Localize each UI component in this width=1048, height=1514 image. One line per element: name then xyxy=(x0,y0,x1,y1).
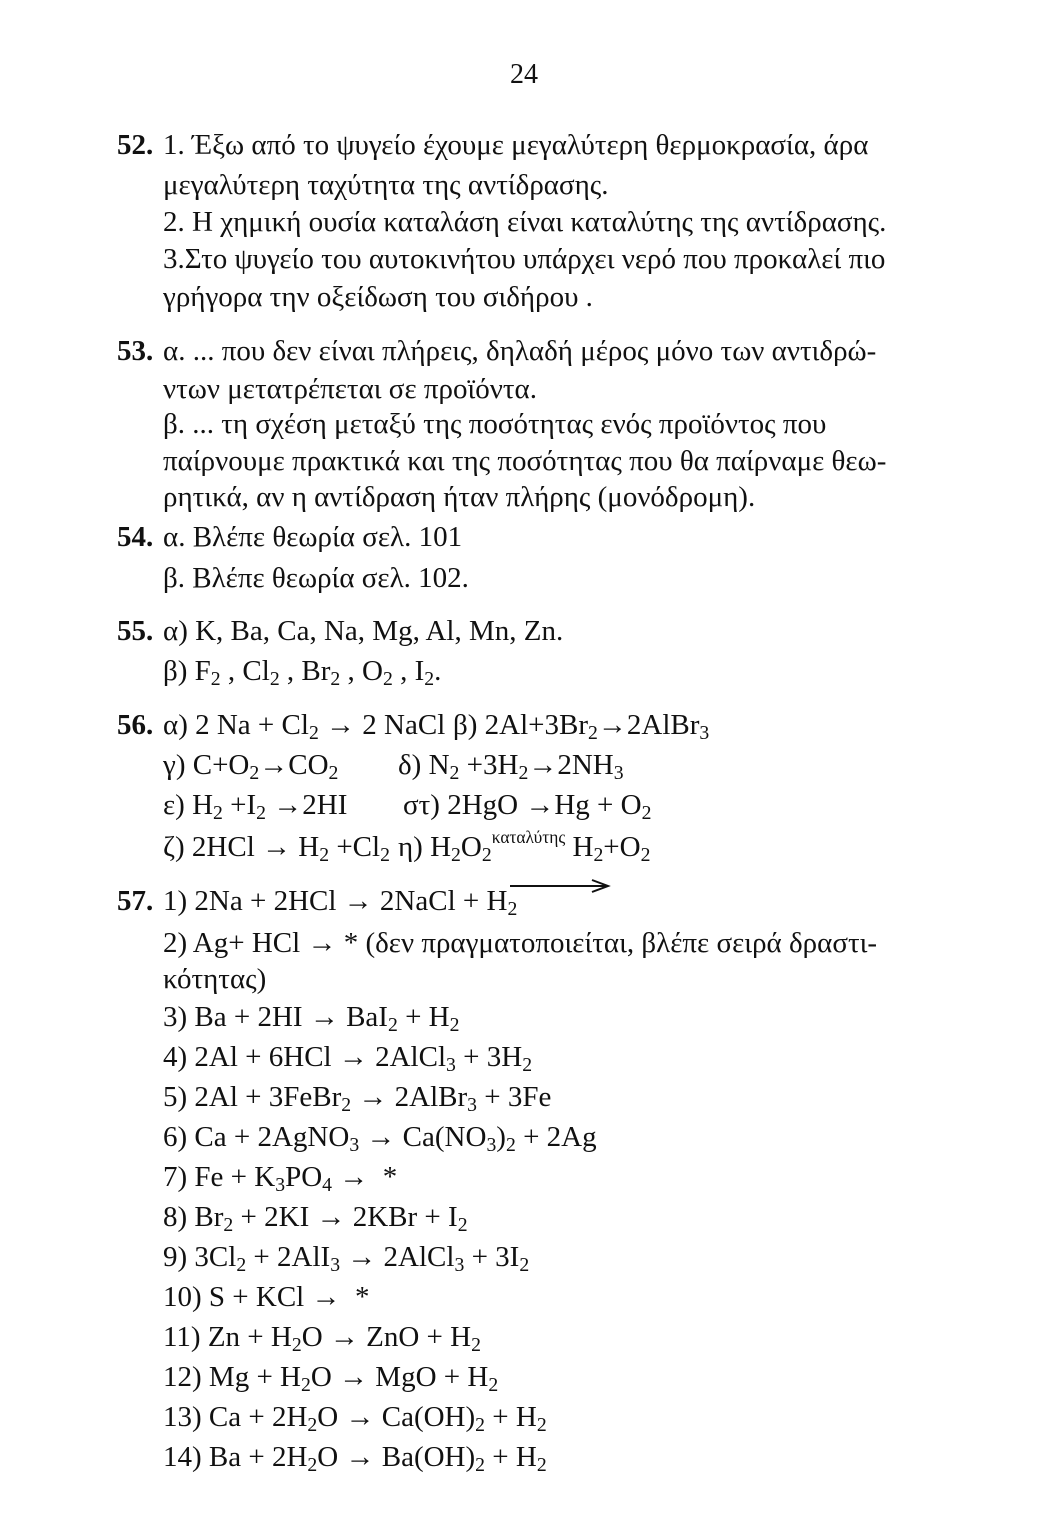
q56-number: 56. xyxy=(117,709,154,741)
q57-note-1: (δεν πραγματοποιείται, βλέπε σειρά δραστι- xyxy=(365,927,878,959)
q53-line-2: ντων μετατρέπεται σε προϊόντα. xyxy=(163,373,537,405)
q57-reaction-12: 12) $Mg + H_2O$ → MgO + $H_2$ xyxy=(163,1361,499,1396)
q57-reaction-6: 6) Ca + 2AgNO$_3$ → $Ca(NO_3)_2 + 2Ag$ xyxy=(163,1121,597,1156)
q56-reaction-g: ζ) $2HCl \to H_2 +Cl_2$ xyxy=(163,831,390,866)
q52-line-4: 3.Στο ψυγείο του αυτοκινήτου υπάρχει νερό που προκαλεί πιο xyxy=(163,243,886,275)
q53-line-3: β. ... τη σχέση μεταξύ της ποσότητας ενός προϊόντος που xyxy=(163,408,827,440)
q57-reaction-5: 5) 2Al + 3FeBr$_2$ → 2AlBr$_3$ + 3Fe xyxy=(163,1081,552,1116)
q56-reaction-e: ε) $H_2 +I_2 \to 2HI$ xyxy=(163,789,348,824)
page-number: 24 xyxy=(510,59,538,90)
q55-line-1 xyxy=(117,614,563,649)
q52-line-1 xyxy=(117,128,934,163)
q56-reaction-f: στ) $2HgO \to Hg + O_2$ xyxy=(403,789,652,824)
q56-reaction-d: δ) $N_2 +3H_2\to 2NH_3$ xyxy=(398,749,624,784)
q57-reaction-3: 3) $Ba + 2HI \to BaI_2 + H_2$ xyxy=(163,1001,460,1036)
q54-text-1: α. Βλέπε θεωρία σελ. 101 xyxy=(163,521,463,553)
catalyst-label: καταλύτης xyxy=(491,826,566,847)
q57-reaction-13: 13) $Ca + 2H_2O \to Ca(OH)_2 + H_2$ xyxy=(163,1401,547,1436)
q57-reaction-8: 8) $Br_2 + 2KI \to 2KBr + I_2$ xyxy=(163,1201,468,1236)
q54-line-1 xyxy=(117,520,462,555)
q57-reaction-10: 10) S + KCl → * xyxy=(163,1281,370,1313)
q57-reaction-2: 2) Ag+ HCl → * (δεν πραγματοποιείται, βλέπε σειρά δραστι- xyxy=(163,927,878,959)
q53-line-4: παίρνουμε πρακτικά και της ποσότητας που θα παίρναμε θεω- xyxy=(163,445,887,477)
q56-line-1: 56. α) 2 $Na + Cl_2 \to 2$ NaCl xyxy=(117,709,446,744)
gas-arrow-icon xyxy=(508,878,613,898)
q53-text-1: α. ... που δεν είναι πλήρεις, δηλαδή μέρος μόνο των αντιδρώ- xyxy=(163,335,877,367)
q55-line-2: β) $F_2$ , $Cl_2$ , $Br_2$ , $O_2$ , $I_2$. xyxy=(163,655,442,690)
q56-reaction-c: γ) $C+O_2\to CO_2$ xyxy=(163,749,339,784)
q54-number: 54. xyxy=(117,521,154,553)
q52-line-2: μεγαλύτερη ταχύτητα της αντίδρασης. xyxy=(163,169,609,201)
q56-reaction-b: β) $2Al+3Br_2\to 2AlBr_3$ xyxy=(453,709,710,744)
q57-number: 57. xyxy=(117,885,154,917)
q55-number: 55. xyxy=(117,615,154,647)
q57-note-2: κότητας) xyxy=(163,963,267,995)
q52-text-1: 1. Έξω από το ψυγείο έχουμε μεγαλύτερη θερμοκρασία, άρα xyxy=(163,129,869,161)
q57-reaction-11: 11) $Zn + H_2O$ → ZnO + $H_2$ xyxy=(163,1321,481,1356)
q53-line-5: ρητικά, αν η αντίδραση ήταν πλήρης (μονόδρομη). xyxy=(163,481,756,513)
q57-reaction-14: 14) $Ba + 2H_2O \to Ba(OH)_2 + H_2$ xyxy=(163,1441,547,1476)
q53-line-1 xyxy=(117,334,876,369)
q57-reaction-1: 57. 1) 2Na + 2HCl → 2NaCl + $H_2$ xyxy=(117,885,518,920)
q57-reaction-9: 9) $3Cl_2 + 2AlI_3$ → 2AlCl$_3$ + $3I_2$ xyxy=(163,1241,530,1276)
q57-reaction-4: 4) 2Al + 6HCl → 2AlCl$_3$ + $3H_2$ xyxy=(163,1041,533,1076)
q52-number: 52. xyxy=(117,129,154,161)
q54-line-2: β. Βλέπε θεωρία σελ. 102. xyxy=(163,562,469,594)
q52-line-3: 2. Η χημική ουσία καταλάση είναι καταλύτης της αντίδρασης. xyxy=(163,206,887,238)
q57-reaction-7: 7) $Fe + K_3PO_4$ → * xyxy=(163,1161,398,1196)
q56-reaction-h: η) $H_2O_2^{\kappa\alpha\tau\alpha\lambda ύ\tau\eta\varsigma}$ $H_2+O_2$ xyxy=(398,826,651,866)
q55-text-1: α) K, Ba, Ca, Na, Mg, Al, Mn, Zn. xyxy=(163,615,564,647)
q53-number: 53. xyxy=(117,335,154,367)
q52-line-5: γρήγορα την οξείδωση του σιδήρου . xyxy=(163,281,593,313)
